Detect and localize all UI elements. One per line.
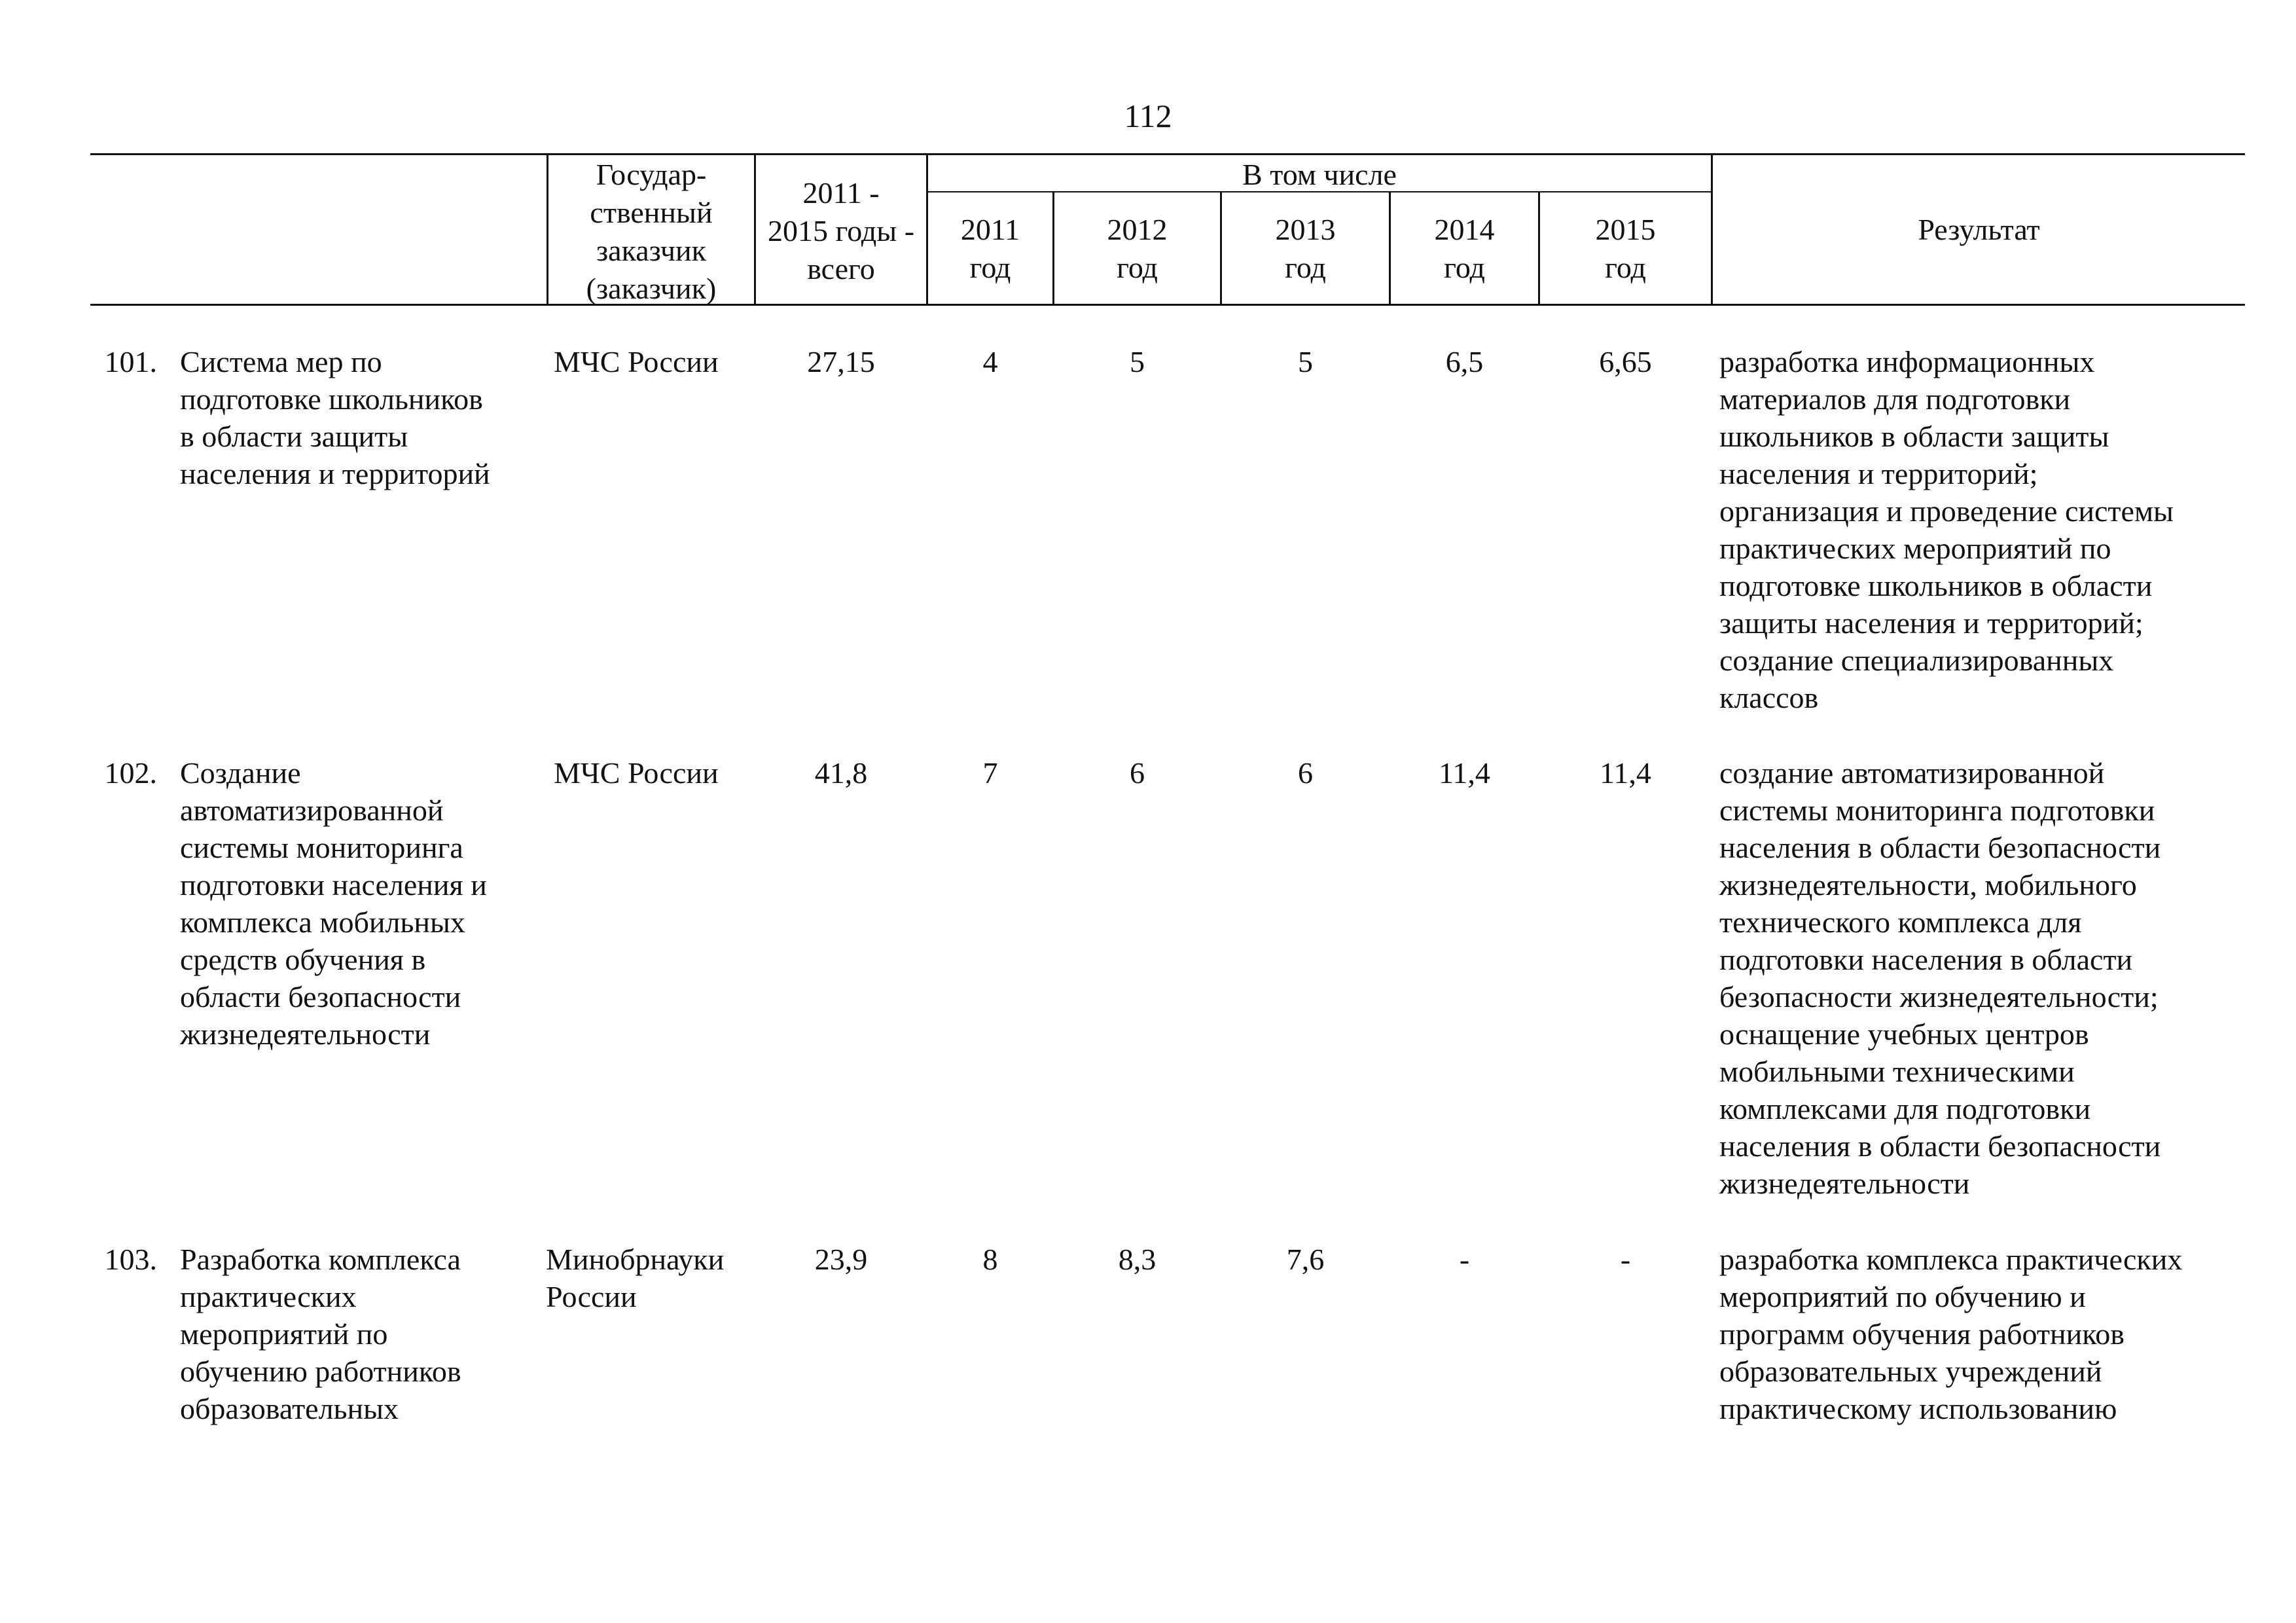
row-name-line: автоматизированной bbox=[180, 793, 444, 827]
row-value-2012: 6 bbox=[1130, 756, 1145, 790]
row-result-line: подготовки населения в области bbox=[1719, 943, 2133, 976]
row-name bbox=[180, 343, 490, 492]
row-result-line: мобильными техническими bbox=[1719, 1055, 2075, 1088]
row-result bbox=[1719, 754, 2161, 1202]
header-year-unit: год bbox=[1444, 251, 1485, 284]
row-result-line: населения в области безопасности bbox=[1719, 831, 2161, 864]
row-customer bbox=[554, 754, 719, 792]
header-total bbox=[756, 174, 926, 288]
row-result-line: оснащение учебных центров bbox=[1719, 1017, 2089, 1051]
row-name bbox=[180, 754, 487, 1053]
row-result-line: создание автоматизированной bbox=[1719, 756, 2105, 790]
page-number: 112 bbox=[1124, 98, 1172, 134]
header-including: В том числе bbox=[1242, 158, 1397, 191]
row-name-line: в области защиты bbox=[180, 420, 408, 453]
header-year-2014 bbox=[1391, 211, 1538, 287]
header-year-unit: год bbox=[1285, 251, 1326, 284]
row-customer-line: МЧС России bbox=[554, 345, 719, 378]
header-result: Результат bbox=[1918, 213, 2040, 246]
row-result-line: практическому использованию bbox=[1719, 1392, 2117, 1425]
row-name-line: системы мониторинга bbox=[180, 831, 463, 864]
header-customer-line: (заказчик) bbox=[586, 272, 717, 305]
table-header-top-border bbox=[90, 153, 2245, 155]
row-result-line: комплексами для подготовки bbox=[1719, 1092, 2091, 1125]
row-number: 103. bbox=[104, 1243, 157, 1276]
row-name-line: комплекса мобильных bbox=[180, 905, 465, 939]
row-value-2011: 7 bbox=[982, 756, 998, 790]
row-name-line: области безопасности bbox=[180, 980, 461, 1013]
header-year-2012 bbox=[1054, 211, 1220, 287]
header-year-unit: год bbox=[1605, 251, 1646, 284]
header-year: 2015 bbox=[1595, 213, 1656, 246]
row-name-line: подготовки населения и bbox=[180, 868, 487, 902]
header-year: 2011 bbox=[960, 213, 1020, 246]
row-number: 102. bbox=[104, 756, 157, 790]
row-customer-line: Минобрнауки bbox=[546, 1243, 725, 1276]
row-result-line: населения и территорий; bbox=[1719, 457, 2038, 490]
row-result-line: разработка информационных bbox=[1719, 345, 2095, 378]
row-result bbox=[1719, 343, 2174, 716]
header-year: 2014 bbox=[1434, 213, 1495, 246]
row-result-line: жизнедеятельности, мобильного bbox=[1719, 868, 2137, 902]
row-name bbox=[180, 1241, 461, 1427]
row-total: 23,9 bbox=[814, 1243, 868, 1276]
row-total: 27,15 bbox=[807, 345, 875, 378]
row-result-line: создание специализированных bbox=[1719, 644, 2114, 677]
row-result-line: организация и проведение системы bbox=[1719, 494, 2174, 528]
row-value-2014: - bbox=[1459, 1243, 1470, 1276]
row-value-2015: 6,65 bbox=[1599, 345, 1652, 378]
header-total-line: 2015 годы - bbox=[767, 214, 915, 247]
header-year-unit: год bbox=[969, 251, 1011, 284]
row-name-line: мероприятий по bbox=[180, 1317, 388, 1351]
header-total-line: всего bbox=[807, 252, 875, 285]
row-name-line: жизнедеятельности bbox=[180, 1017, 431, 1051]
row-value-2011: 8 bbox=[982, 1243, 998, 1276]
header-year: 2013 bbox=[1275, 213, 1336, 246]
row-result-line: защиты населения и территорий; bbox=[1719, 606, 2144, 640]
row-name-line: Создание bbox=[180, 756, 301, 790]
row-value-2013: 6 bbox=[1298, 756, 1313, 790]
header-total-line: 2011 - bbox=[802, 176, 880, 210]
row-result-line: технического комплекса для bbox=[1719, 905, 2082, 939]
header-customer-line: Государ- bbox=[596, 158, 707, 191]
table-header-bottom-border bbox=[90, 304, 2245, 306]
row-name-line: образовательных bbox=[180, 1392, 399, 1425]
row-result-line: материалов для подготовки bbox=[1719, 382, 2071, 416]
row-name-line: населения и территорий bbox=[180, 457, 490, 490]
header-customer-line: заказчик bbox=[596, 234, 706, 267]
row-value-2015: - bbox=[1620, 1243, 1631, 1276]
row-result-line: разработка комплекса практических bbox=[1719, 1243, 2183, 1276]
header-year-unit: год bbox=[1117, 251, 1158, 284]
row-result-line: системы мониторинга подготовки bbox=[1719, 793, 2155, 827]
row-result-line: подготовке школьников в области bbox=[1719, 569, 2153, 602]
row-customer-line: России bbox=[546, 1280, 637, 1313]
row-result-line: мероприятий по обучению и bbox=[1719, 1280, 2086, 1313]
row-result-line: образовательных учреждений bbox=[1719, 1355, 2102, 1388]
row-value-2012: 8,3 bbox=[1118, 1243, 1157, 1276]
row-value-2013: 5 bbox=[1298, 345, 1313, 378]
row-name-line: Система мер по bbox=[180, 345, 382, 378]
header-year-2015 bbox=[1540, 211, 1711, 287]
row-value-2014: 6,5 bbox=[1445, 345, 1484, 378]
row-result-line: классов bbox=[1719, 681, 1819, 714]
row-name-line: обучению работников bbox=[180, 1355, 461, 1388]
row-customer bbox=[554, 343, 719, 380]
header-year: 2012 bbox=[1107, 213, 1168, 246]
row-total: 41,8 bbox=[814, 756, 868, 790]
row-result-line: школьников в области защиты bbox=[1719, 420, 2109, 453]
row-number: 101. bbox=[104, 345, 157, 378]
header-customer-line: ственный bbox=[590, 196, 713, 229]
row-name-line: средств обучения в bbox=[180, 943, 426, 976]
row-result bbox=[1719, 1241, 2182, 1427]
row-result-line: программ обучения работников bbox=[1719, 1317, 2125, 1351]
header-year-2013 bbox=[1222, 211, 1389, 287]
row-value-2011: 4 bbox=[982, 345, 998, 378]
row-customer-line: МЧС России bbox=[554, 756, 719, 790]
row-result-line: жизнедеятельности bbox=[1719, 1167, 1970, 1200]
row-result-line: практических мероприятий по bbox=[1719, 532, 2111, 565]
row-value-2012: 5 bbox=[1130, 345, 1145, 378]
header-customer bbox=[548, 156, 754, 308]
row-result-line: безопасности жизнедеятельности; bbox=[1719, 980, 2159, 1013]
row-name-line: Разработка комплекса bbox=[180, 1243, 461, 1276]
row-name-line: подготовке школьников bbox=[180, 382, 483, 416]
row-result-line: населения в области безопасности bbox=[1719, 1129, 2161, 1163]
header-year-2011 bbox=[928, 211, 1052, 287]
row-value-2014: 11,4 bbox=[1439, 756, 1490, 790]
row-value-2013: 7,6 bbox=[1286, 1243, 1325, 1276]
row-value-2015: 11,4 bbox=[1600, 756, 1651, 790]
row-customer bbox=[546, 1241, 724, 1315]
row-name-line: практических bbox=[180, 1280, 357, 1313]
